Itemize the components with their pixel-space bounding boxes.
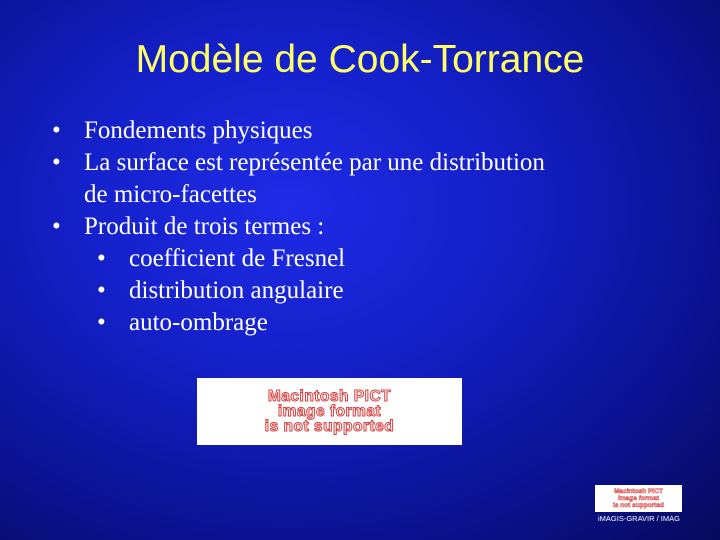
bullet-list bbox=[52, 115, 692, 339]
bullet-text: distribution angulaire bbox=[129, 277, 344, 304]
unsupported-image-placeholder bbox=[197, 378, 462, 445]
bullet-icon: • bbox=[52, 149, 61, 176]
placeholder-line: image format bbox=[277, 403, 382, 420]
bullet-item-continuation bbox=[52, 179, 692, 211]
slide-title: Modèle de Cook-Torrance bbox=[135, 38, 585, 81]
bullet-item bbox=[52, 147, 692, 179]
sub-bullet-item bbox=[52, 275, 692, 307]
placeholder-line: image format bbox=[618, 495, 659, 502]
sub-bullet-item bbox=[52, 243, 692, 275]
bullet-text: coefficient de Fresnel bbox=[129, 245, 346, 272]
placeholder-line: Macintosh PICT bbox=[614, 488, 663, 495]
bullet-item bbox=[52, 211, 692, 243]
bullet-text: de micro-facettes bbox=[84, 181, 257, 208]
bullet-text: auto-ombrage bbox=[129, 309, 268, 336]
bullet-icon: • bbox=[97, 309, 106, 336]
bullet-icon: • bbox=[52, 213, 61, 240]
placeholder-line: is not supported bbox=[613, 502, 664, 509]
bullet-icon: • bbox=[52, 117, 61, 144]
logo-image-placeholder bbox=[595, 485, 682, 512]
bullet-item bbox=[52, 115, 692, 147]
bullet-icon: • bbox=[97, 245, 106, 272]
credit-text: iMAGIS-GRAVIR / IMAG bbox=[598, 514, 680, 523]
sub-bullet-item bbox=[52, 307, 692, 339]
bullet-text: Fondements physiques bbox=[84, 117, 313, 144]
placeholder-line: is not supported bbox=[264, 418, 395, 435]
bullet-text: La surface est représentée par une distribution bbox=[84, 149, 545, 176]
placeholder-line: Macintosh PICT bbox=[267, 388, 392, 405]
bullet-text: Produit de trois termes : bbox=[84, 213, 325, 240]
bullet-icon: • bbox=[97, 277, 106, 304]
